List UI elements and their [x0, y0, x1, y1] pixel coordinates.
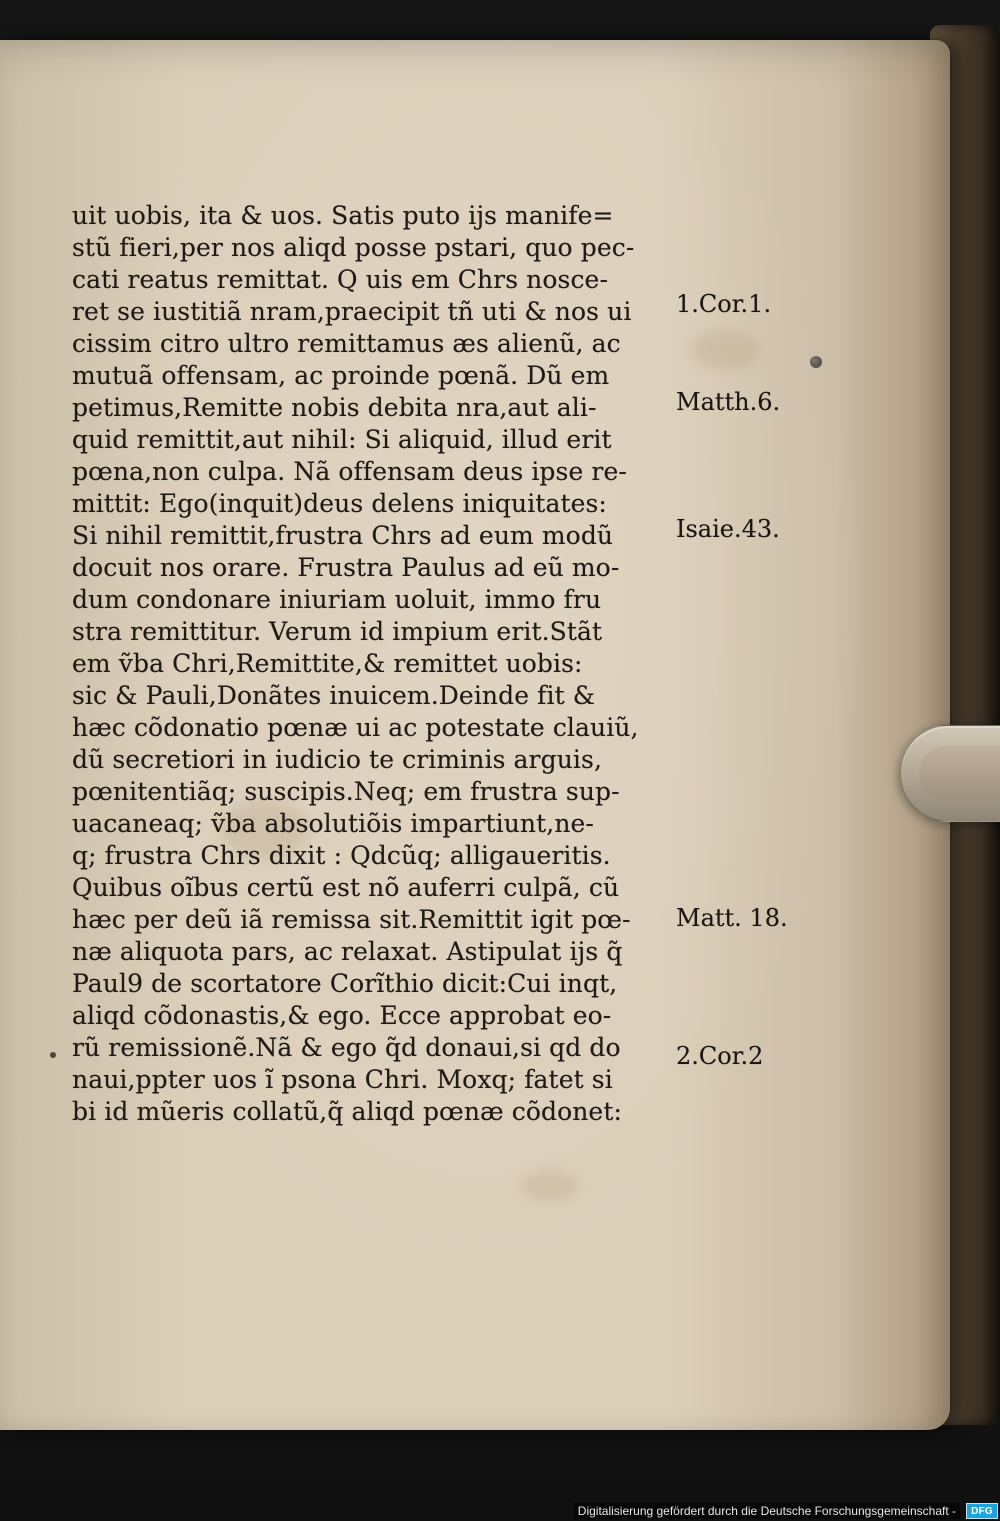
text-line-27: rũ remissionẽ.Nã & ego q̃d donaui,si qd do — [72, 1033, 621, 1062]
text-line-18: dũ secretiori in iudicio te criminis arguis, — [72, 745, 602, 774]
text-line-22: Quibus oĩbus certũ est nõ auferri culpã, cũ — [72, 873, 620, 902]
text-line-15: em ṽba Chri,Remittite,& remittet uobis: — [72, 649, 583, 678]
main-text-block — [72, 200, 682, 1128]
text-line-5: cissim citro ultro remittamus æs alienũ, ac — [72, 329, 621, 358]
text-line-4: ret se iustitiã nram,praecipit tñ uti & nos ui — [72, 297, 632, 326]
marginal-note-4: Matt. 18. — [676, 904, 788, 932]
text-line-19: pœnitentiãq; suscipis.Neq; em frustra sup- — [72, 777, 620, 806]
text-line-6: mutuã offensam, ac proinde pœnã. Dũ em — [72, 361, 610, 390]
text-line-25: Paul9 de scortatore Corĩthio dicit:Cui inqt, — [72, 969, 618, 998]
text-line-14: stra remittitur. Verum id impium erit.Stãt — [72, 617, 603, 646]
text-line-11: Si nihil remittit,frustra Chrs ad eum modũ — [72, 521, 614, 550]
page-stain — [520, 1170, 580, 1202]
text-line-3: cati reatus remittat. Q uis em Chrs nosce- — [72, 265, 608, 294]
text-line-28: naui,ppter uos ĩ psona Chri. Moxq; fatet si — [72, 1065, 613, 1094]
marginal-note-1: 1.Cor.1. — [676, 290, 772, 318]
marginal-notes — [676, 40, 826, 1440]
footer-credit-text: Digitalisierung gefördert durch die Deutsche Forschungsgemeinschaft - — [574, 1503, 960, 1519]
text-line-10: mittit: Ego(inquit)deus delens iniquitates: — [72, 489, 607, 518]
dfg-logo-icon: DFG — [966, 1503, 998, 1519]
text-line-24: næ aliquota pars, ac relaxat. Astipulat ijs q̃ — [72, 937, 623, 966]
text-line-23: hæc per deũ iã remissa sit.Remittit igit pœ- — [72, 905, 631, 934]
bullet-mark — [50, 1052, 56, 1058]
text-line-16: sic & Pauli,Donãtes inuicem.Deinde fit & — [72, 681, 596, 710]
text-line-26: aliqd cõdonastis,& ego. Ecce approbat eo- — [72, 1001, 612, 1030]
text-line-29: bi id mũeris collatũ,q̃ aliqd pœnæ cõdonet: — [72, 1097, 623, 1126]
text-line-12: docuit nos orare. Frustra Paulus ad eũ mo- — [72, 553, 620, 582]
text-line-13: dum condonare iniuriam uoluit, immo fru — [72, 585, 602, 614]
footer-credit — [574, 1503, 998, 1519]
text-line-17: hæc cõdonatio pœnæ ui ac potestate clauiũ, — [72, 713, 639, 742]
text-line-8: quid remittit,aut nihil: Si aliquid, illud erit — [72, 425, 612, 454]
book-page — [0, 40, 950, 1430]
clasp-icon — [900, 725, 1000, 822]
text-line-20: uacaneaq; ṽba absolutiõis impartiunt,ne- — [72, 809, 594, 838]
text-line-1: uit uobis, ita & uos. Satis puto ijs manife= — [72, 201, 614, 230]
marginal-note-5: 2.Cor.2 — [676, 1042, 764, 1070]
marginal-note-2: Matth.6. — [676, 388, 781, 416]
text-line-9: pœna,non culpa. Nã offensam deus ipse re- — [72, 457, 627, 486]
marginal-note-3: Isaie.43. — [676, 515, 780, 543]
ink-dot-mark — [810, 356, 822, 368]
text-line-7: petimus,Remitte nobis debita nra,aut ali- — [72, 393, 597, 422]
text-line-21: q; frustra Chrs dixit : Qdcũq; alligaueritis. — [72, 841, 611, 870]
text-line-2: stũ fieri,per nos aliqd posse pstari, quo pec- — [72, 233, 635, 262]
